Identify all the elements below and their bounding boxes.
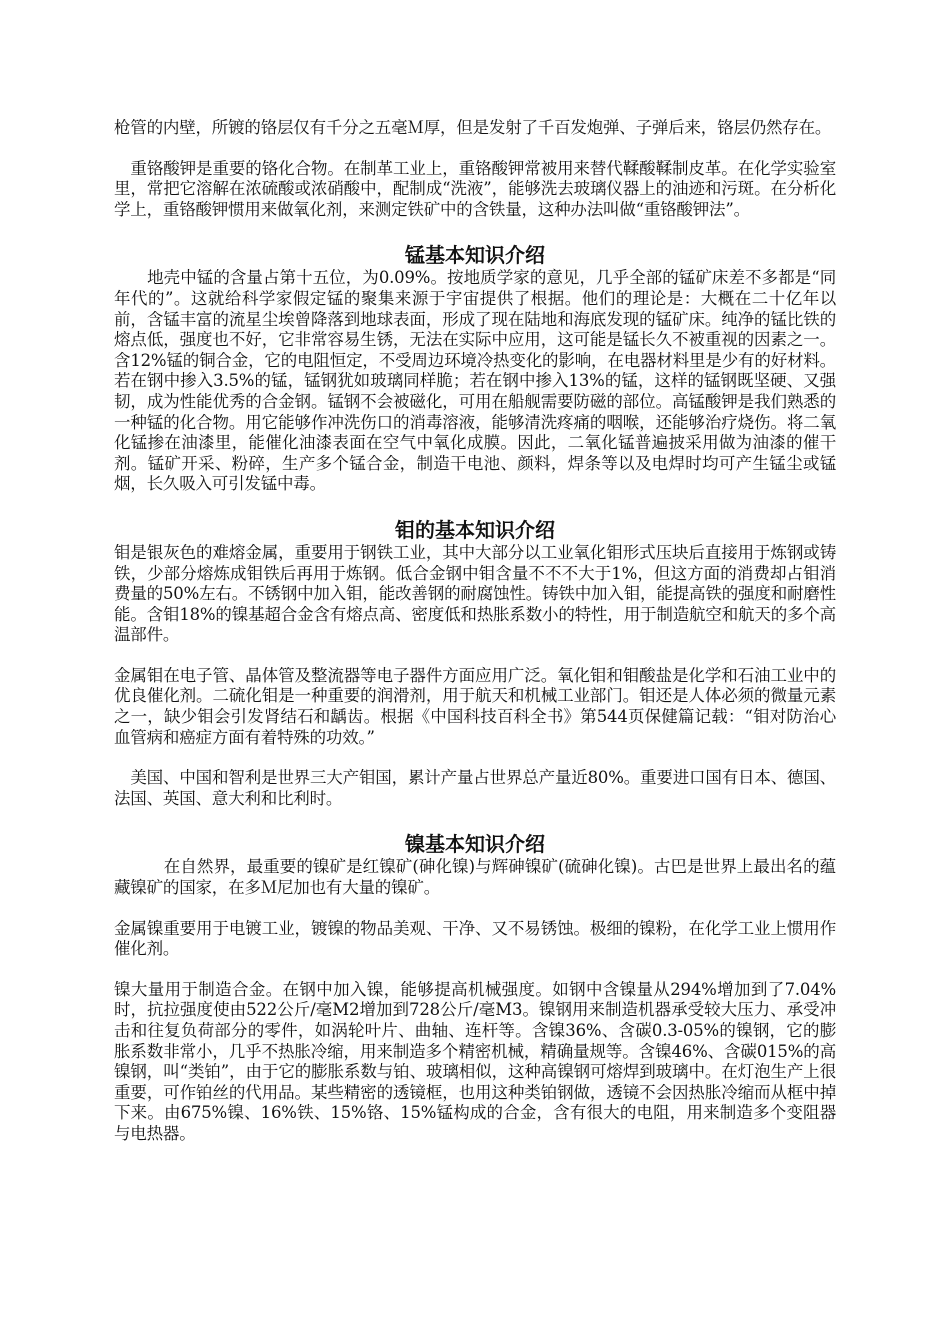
section-gap [114, 495, 836, 517]
molybdenum-heading: 钼的基本知识介绍 [395, 517, 555, 542]
manganese-heading: 锰基本知识介绍 [405, 243, 545, 268]
nickel-heading: 镍基本知识介绍 [405, 832, 545, 857]
nickel-paragraph-3: 镍大量用于制造合金。在钢中加入镍，能够提高机械强度。如钢中含镍量从294%增加到了7.04%时，抗拉强度使由522公斤/毫M2增加到728公斤/毫M3。镍钢用来制造机器承受较大压力、承受冲击和往复负荷部分的零件，如涡轮叶片、曲轴、连杆等。含镍36%、含碳0.3-05%的镍钢，它的膨胀系数非常小，几乎不热胀冷缩，用来制造多个精密机械，精确量规等。含镍46%、含碳015%的高镍钢，叫“类铂”，由于它的膨胀系数与铂、玻璃相似，这种高镍钢可熔焊到玻璃中。在灯泡生产上很重要，可作铂丝的代用品。某些精密的透镜框，也用这种类铂钢做，透镜不会因热胀冷缩而从框中掉下来。由675%镍、16%铁、15%铬、15%锰构成的合金，含有很大的电阻，用来制造多个变阻器与电热器。 [114, 979, 836, 1143]
molybdenum-paragraph-3: 美国、中国和智利是世界三大产钼国，累计产量占世界总产量近80%。重要进口国有日本、德国、法国、英国、意大利和比利时。 [114, 768, 836, 808]
paragraph-gap [114, 960, 836, 980]
section-gap [114, 809, 836, 831]
manganese-paragraph-1: 地壳中锰的含量占第十五位，为0.09%。按地质学家的意见，几乎全部的锰矿床差不多都是“同年代的”。这就给科学家假定锰的聚集来源于宇宙提供了根据。他们的理论是：大概在二十亿年以前，含锰丰富的流星尘埃曾降落到地球表面，形成了现在陆地和海底发现的锰矿床。纯净的锰比铁的熔点低，强度也不好，它非常容易生锈，无法在实际中应用，这可能是锰长久不被重视的因素之一。含12%锰的铜合金，它的电阻恒定，不受周边环境冷热变化的影响，在电器材料里是少有的好材料。若在钢中掺入3.5%的锰，锰钢犹如玻璃同样脆；若在钢中掺入13%的锰，这样的锰钢既坚硬、又强韧，成为性能优秀的合金钢。锰钢不会被磁化，可用在船舰需要防磁的部位。高锰酸钾是我们熟悉的一种锰的化合物。用它能够作冲洗伤口的消毒溶液，能够清洗疼痛的咽喉，还能够治疗烧伤。将二氧化锰掺在油漆里，能催化油漆表面在空气中氧化成膜。因此，二氧化锰普遍披采用做为油漆的催干剂。锰矿开采、粉碎，生产多个锰合金，制造干电池、颜料，焊条等以及电焊时均可产生锰尘或锰烟，长久吸入可引发锰中毒。 [114, 268, 836, 494]
nickel-paragraph-2: 金属镍重要用于电镀工业，镀镍的物品美观、干净、又不易锈蚀。极细的镍粉，在化学工业上惯用作催化剂。 [114, 918, 836, 959]
paragraph-gap [114, 899, 836, 919]
paragraph-gap [114, 139, 836, 159]
nickel-paragraph-1: 在自然界，最重要的镍矿是红镍矿(砷化镍)与辉砷镍矿(硫砷化镍)。古巴是世界上最出名的蕴藏镍矿的国家，在多Ｍ尼加也有大量的镍矿。 [114, 857, 836, 898]
section-gap [114, 220, 836, 242]
chromium-paragraph-2: 重铬酸钾是重要的铬化合物。在制革工业上，重铬酸钾常被用来替代鞣酸鞣制皮革。在化学实验室里，常把它溶解在浓硫酸或浓硝酸中，配制成“洗液”，能够洗去玻璃仪器上的油迹和污斑。在分析化学上，重铬酸钾惯用来做氧化剂，来测定铁矿中的含铁量，这种办法叫做“重铬酸钾法”。 [114, 158, 836, 219]
paragraph-gap [114, 646, 836, 666]
molybdenum-paragraph-1: 钼是银灰色的难熔金属，重要用于钢铁工业，其中大部分以工业氧化钼形式压块后直接用于炼钢或铸铁，少部分熔炼成钼铁后再用于炼钢。低合金钢中钼含量不不不大于1%，但这方面的消费却占钼消费量的50%左右。不锈钢中加入钼，能改善钢的耐腐蚀性。铸铁中加入钼，能提高铁的强度和耐磨性能。含钼18%的镍基超合金含有熔点高、密度低和热胀系数小的特性，用于制造航空和航天的多个高温部件。 [114, 542, 836, 645]
molybdenum-paragraph-2: 金属钼在电子管、晶体管及整流器等电子器件方面应用广泛。氧化钼和钼酸盐是化学和石油工业中的优良催化剂。二硫化钼是一种重要的润滑剂，用于航天和机械工业部门。钼还是人体必须的微量元素之一，缺少钼会引发肾结石和龋齿。根据《中国科技百科全书》第544页保健篇记载：“钼对防治心血管病和癌症方面有着特殊的功效。” [114, 665, 836, 747]
chromium-paragraph-1: 枪管的内壁，所镀的铬层仅有千分之五毫Ｍ厚，但是发射了千百发炮弹、子弹后来，铬层仍然存在。 [114, 118, 832, 137]
paragraph-gap [114, 748, 836, 768]
document-page [114, 118, 836, 1145]
